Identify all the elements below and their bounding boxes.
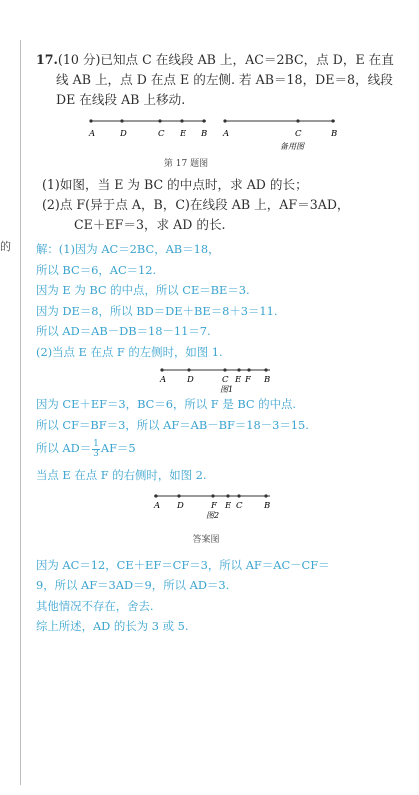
figure-2	[36, 490, 408, 520]
spare-point-a	[223, 119, 226, 122]
svg-text:B: B	[201, 129, 208, 139]
solution-line-4: 因为 DE＝8，所以 BD＝DE＋BE＝8＋3＝11.	[36, 303, 278, 318]
problem-number: 17.	[36, 52, 58, 67]
figure-2-caption: 图2	[206, 510, 220, 520]
part-2-line-2: CE＋EF＝3，求 AD 的长.	[74, 217, 226, 232]
solution-line-13: 其他情况不存在，舍去.	[36, 598, 154, 613]
solution-line-14: 综上所述，AD 的长为 3 或 5.	[36, 619, 189, 633]
main-figure-caption: 第 17 题图	[163, 159, 209, 169]
point-d	[120, 119, 123, 122]
main-figure	[88, 119, 207, 139]
answer-figure-caption: 答案图	[192, 534, 220, 545]
spare-point-b	[331, 119, 334, 122]
figure-1-caption: 图1	[220, 385, 234, 394]
svg-text:B: B	[264, 375, 271, 385]
solution-line-11: 因为 AC＝12，CE＋EF＝CF＝3，所以 AF＝AC－CF＝	[36, 557, 330, 572]
solution-line-9: 所以 AD＝ $\frac{1}{3}$ AF＝5	[36, 438, 136, 459]
solution-line-12: 9，所以 AF＝3AD＝9，所以 AD＝3.	[36, 578, 230, 592]
margin-line	[20, 40, 21, 785]
point-b	[202, 119, 205, 122]
svg-text:B: B	[331, 129, 338, 139]
solution-line-3: 因为 E 为 BC 的中点，所以 CE＝BE＝3.	[36, 283, 250, 297]
svg-text:E: E	[235, 375, 242, 385]
solution-line-6: (2)当点 E 在点 F 的左侧时，如图 1.	[36, 344, 223, 359]
svg-text:E: E	[180, 129, 187, 139]
edge-fragment: 的	[0, 240, 11, 253]
svg-text:C: C	[222, 375, 229, 385]
point-e	[180, 119, 183, 122]
spare-figure-caption: 备用图	[280, 142, 304, 151]
problem-line-3: DE 在线段 AB 上移动.	[56, 92, 186, 107]
solution-line-5: 所以 AD＝AB－DB＝18－11＝7.	[36, 324, 211, 338]
svg-text:D: D	[187, 375, 194, 385]
problem-line-1: 17.(10 分)已知点 C 在线段 AB 上，AC＝2BC，点 D，E 在直	[36, 52, 394, 67]
svg-text:C: C	[158, 129, 165, 139]
svg-text:A: A	[89, 129, 96, 139]
part-1: (1)如图，当 E 为 BC 的中点时，求 AD 的长；	[42, 177, 308, 192]
spare-figure	[222, 119, 337, 151]
fraction-one-third: $\frac{1}{3}$	[93, 438, 99, 459]
spare-point-c	[296, 119, 299, 122]
svg-text:A: A	[223, 129, 230, 139]
svg-text:B: B	[264, 500, 271, 511]
problem-figures	[36, 114, 408, 154]
svg-text:E: E	[225, 500, 232, 511]
solution-line-2: 所以 BC＝6，AC＝12.	[36, 262, 157, 277]
solution-line-7: 因为 CE＋EF＝3，BC＝6，所以 F 是 BC 的中点.	[36, 397, 297, 411]
svg-text:F: F	[211, 500, 217, 511]
svg-text:C: C	[236, 500, 243, 511]
svg-text:F: F	[245, 375, 251, 385]
svg-text:A: A	[160, 375, 167, 385]
solution	[36, 239, 408, 637]
svg-text:D: D	[177, 500, 184, 511]
problem-content	[36, 50, 408, 637]
figure-1	[36, 364, 408, 394]
part-2-line-1: (2)点 F(异于点 A，B，C)在线段 AB 上，AF＝3AD，	[42, 197, 350, 212]
problem-line-2: 线 AB 上，点 D 在点 E 的左侧. 若 AB＝18，DE＝8，线段	[56, 72, 393, 87]
point-c	[158, 119, 161, 122]
svg-text:C: C	[295, 129, 302, 139]
point-a	[89, 119, 92, 122]
solution-line-1: 解：(1)因为 AC＝2BC，AB＝18，	[36, 242, 220, 256]
solution-line-10: 当点 E 在点 F 的右侧时，如图 2.	[36, 468, 207, 482]
svg-text:A: A	[154, 500, 161, 511]
svg-text:D: D	[120, 129, 127, 139]
solution-line-8: 所以 CF＝BF＝3，所以 AF＝AB－BF＝18－3＝15.	[36, 417, 309, 432]
